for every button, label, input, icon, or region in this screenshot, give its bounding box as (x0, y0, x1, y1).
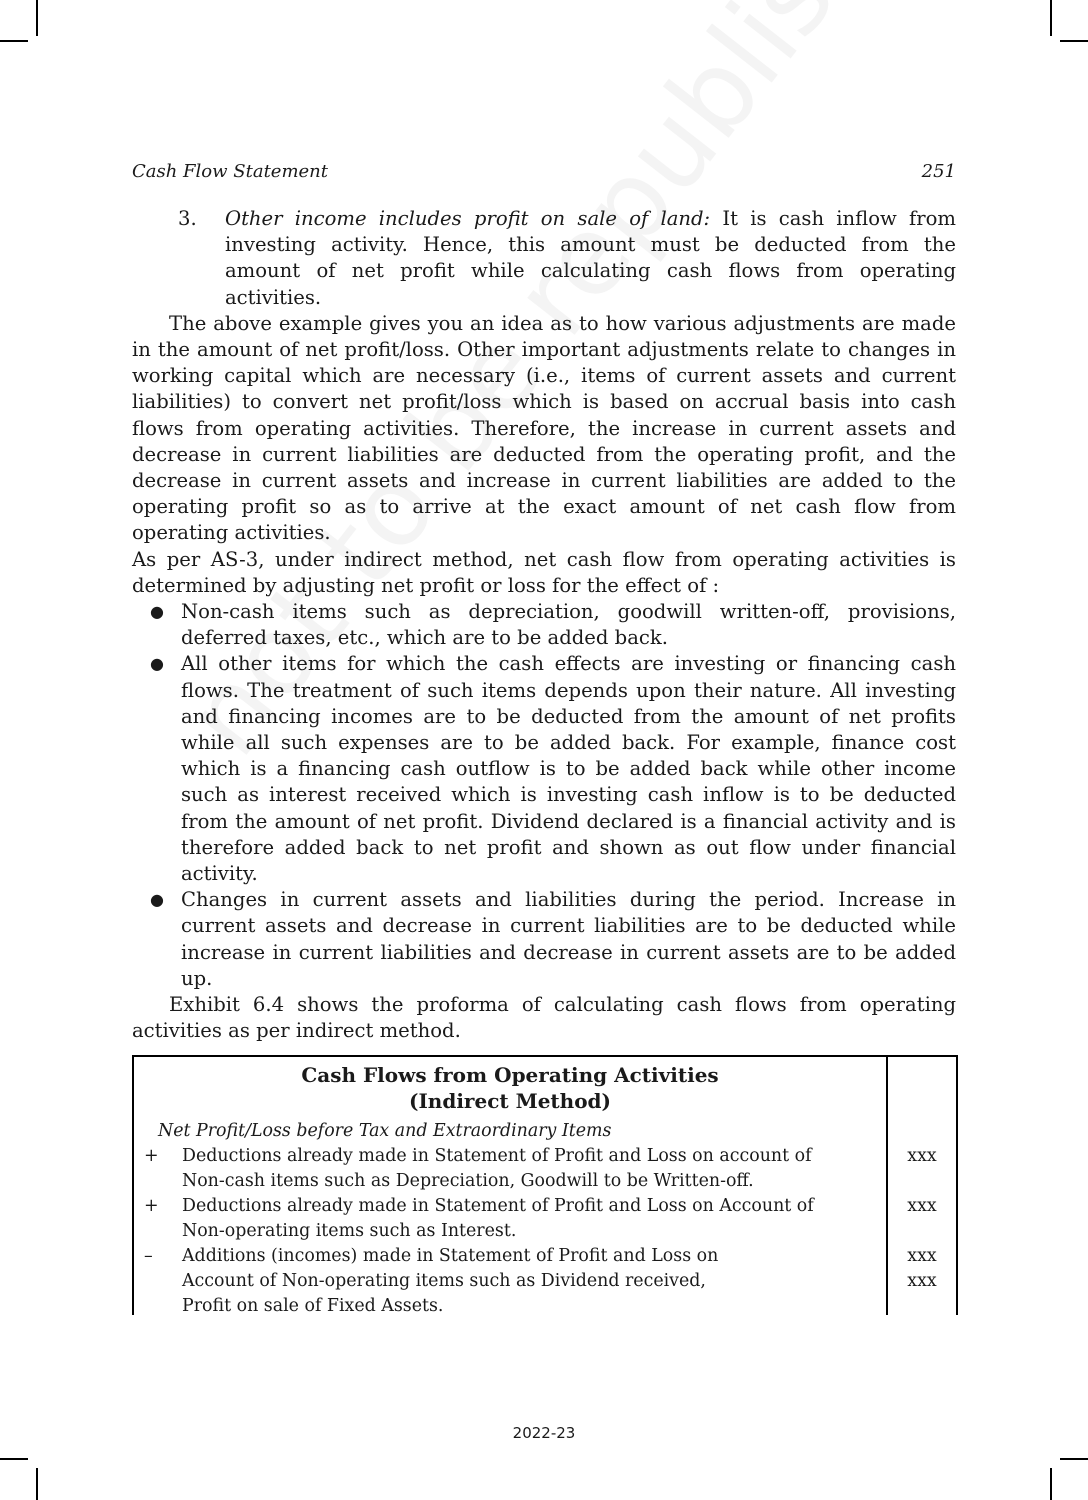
page-number: 251 (921, 161, 956, 182)
crop-mark (36, 1468, 38, 1500)
net-profit-label: Net Profit/Loss before Tax and Extraordinary Items (158, 1121, 612, 1141)
row-desc: Additions (incomes) made in Statement of Profit and Loss on (182, 1246, 719, 1266)
crop-mark (1050, 1468, 1052, 1500)
bullet-icon: ● (150, 890, 164, 910)
body-text (132, 206, 956, 1045)
list-item (150, 599, 956, 651)
row-desc: Profit on sale of Fixed Assets. (182, 1296, 444, 1316)
row-amount: xxx (907, 1271, 937, 1291)
crop-mark (36, 0, 38, 36)
table-title-line: (Indirect Method) (408, 1089, 611, 1113)
item-number: 3. (178, 207, 197, 230)
row-desc: Account of Non-operating items such as Dividend received, (182, 1271, 706, 1291)
row-desc: Deductions already made in Statement of Profit and Loss on Account of (182, 1196, 814, 1216)
bullet-icon: ● (150, 602, 164, 622)
crop-mark (1060, 1458, 1088, 1460)
running-header-title: Cash Flow Statement (132, 161, 328, 182)
row-desc: Non-cash items such as Depreciation, Goodwill to be Written-off. (182, 1171, 754, 1191)
list-item (150, 651, 956, 887)
item-lead: Other income includes profit on sale of land: (225, 207, 711, 230)
table-title (134, 1062, 886, 1114)
crop-mark (1050, 0, 1052, 36)
item-body (225, 206, 956, 311)
paragraph: The above example gives you an idea as to how various adjustments are made in the amount of net profit/loss. Other important adjustments relate to changes in working capital which are necessary (i.e., items of current assets and current liabilities) to convert net profit/loss which is based on accrual basis into cash flows from operating activities. Therefore, the increase in current assets and decrease in current liabilities are deducted from the operating profit, and the decrease in current assets and increase in current liabilities are added to the operating profit so as to arrive at the exact amount of net cash flow from operating activities. (132, 311, 956, 545)
row-desc: Non-operating items such as Interest. (182, 1221, 517, 1241)
row-sign: + (144, 1146, 159, 1166)
paragraph: Exhibit 6.4 shows the proforma of calculating cash flows from operating activities as per indirect method. (132, 993, 956, 1043)
list-item-text: Non-cash items such as depreciation, goodwill written-off, provisions, deferred taxes, etc., which are to be added back. (181, 600, 956, 650)
table-title-line: Cash Flows from Operating Activities (301, 1063, 719, 1087)
row-sign: – (144, 1246, 153, 1266)
row-desc: Deductions already made in Statement of Profit and Loss on account of (182, 1146, 812, 1166)
numbered-item-3 (178, 206, 956, 311)
list-item-text: Changes in current assets and liabilities during the period. Increase in current assets and decrease in current liabilities are to be deducted while increase in current liabilities and decrease in current assets are to be added up. (181, 888, 956, 990)
row-amount: xxx (907, 1146, 937, 1166)
proforma-table (132, 1055, 958, 1315)
footer-year: 2022-23 (512, 1424, 576, 1442)
list-item (150, 887, 956, 992)
row-sign: + (144, 1196, 159, 1216)
crop-mark (1060, 40, 1088, 42)
bullet-icon: ● (150, 654, 164, 674)
row-amount: xxx (907, 1196, 937, 1216)
item-text: It is cash inflow from investing activity. Hence, this amount must be deducted from the amount of net profit while calculating cash flows from operating activities. (225, 207, 956, 309)
bullet-list (132, 599, 956, 992)
paragraph: As per AS-3, under indirect method, net cash flow from operating activities is determined by adjusting net profit or loss for the effect of : (132, 547, 956, 597)
row-amount: xxx (907, 1246, 937, 1266)
list-item-text: All other items for which the cash effects are investing or financing cash flows. The treatment of such items depends upon their nature. All investing and financing incomes are to be deducted from the amount of net profits while all such expenses are to be added back. For example, finance cost which is a financing cash outflow is to be added back while other income such as interest received which is investing cash inflow is to be deducted from the amount of net profit. Dividend declared is a financial activity and is therefore added back to net profit and shown as out flow under financial activity. (181, 652, 956, 886)
crop-mark (0, 40, 28, 42)
crop-mark (0, 1458, 28, 1460)
